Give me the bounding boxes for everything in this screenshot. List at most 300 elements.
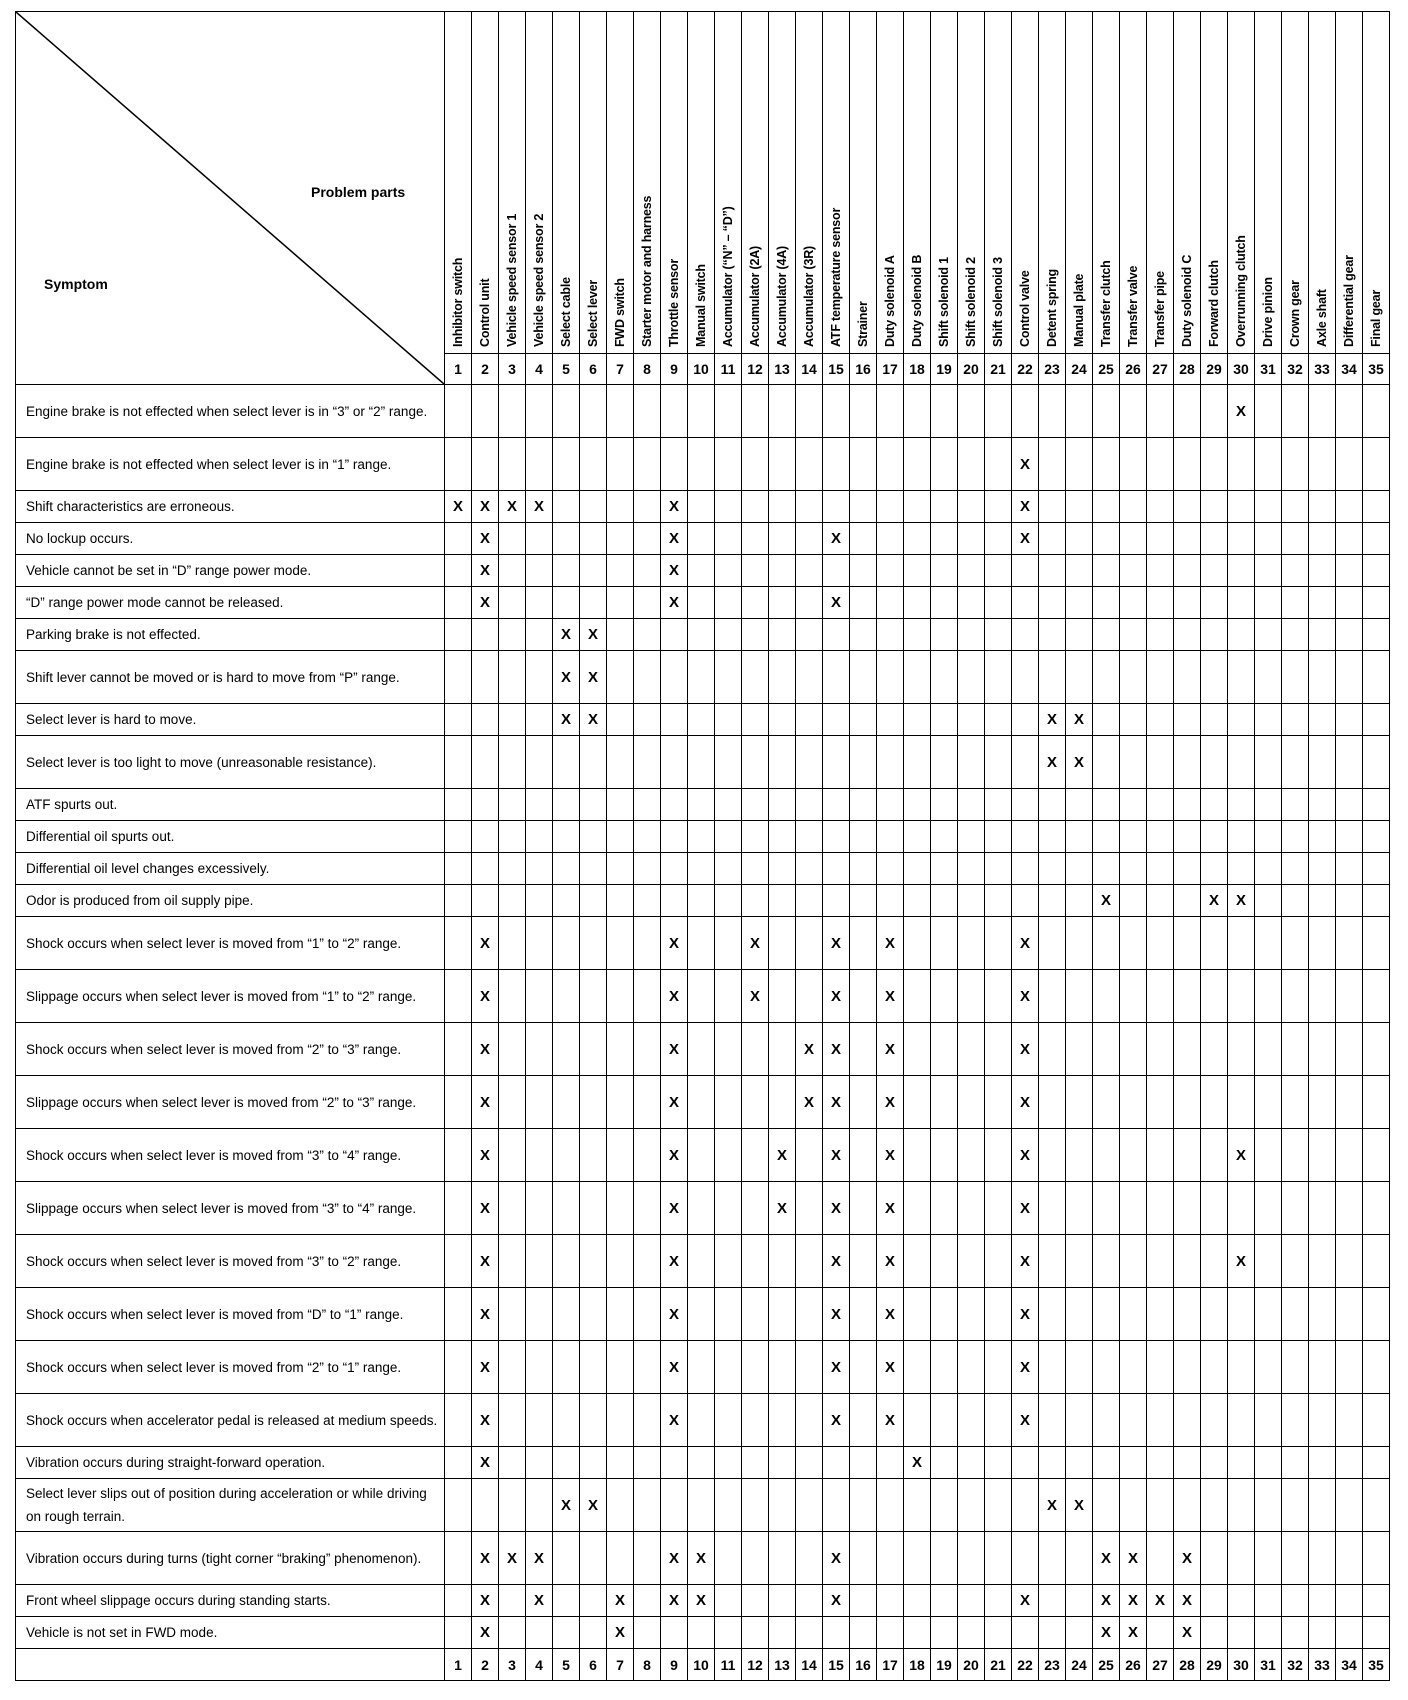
empty-cell (715, 1532, 742, 1585)
empty-cell (1201, 1585, 1228, 1617)
empty-cell (445, 885, 472, 917)
empty-cell (580, 853, 607, 885)
empty-cell (1363, 970, 1390, 1023)
check-mark-cell: X (1012, 1182, 1039, 1235)
empty-cell (607, 491, 634, 523)
empty-cell (1066, 821, 1093, 853)
empty-cell (1147, 555, 1174, 587)
empty-cell (769, 1617, 796, 1649)
empty-cell (742, 1076, 769, 1129)
empty-cell (1147, 1023, 1174, 1076)
empty-cell (661, 1617, 688, 1649)
part-name-header (1147, 12, 1174, 354)
empty-cell (661, 821, 688, 853)
empty-cell (1336, 587, 1363, 619)
symptom-row (16, 1288, 1390, 1341)
empty-cell (499, 1341, 526, 1394)
empty-cell (445, 385, 472, 438)
empty-cell (850, 1532, 877, 1585)
part-name-header (445, 12, 472, 354)
empty-cell (1255, 821, 1282, 853)
check-mark-cell: X (742, 970, 769, 1023)
empty-cell (1093, 523, 1120, 555)
empty-cell (850, 704, 877, 736)
empty-cell (1066, 523, 1093, 555)
empty-cell (958, 1182, 985, 1235)
empty-cell (1120, 523, 1147, 555)
empty-cell (796, 853, 823, 885)
empty-cell (1336, 491, 1363, 523)
check-mark-cell: X (1012, 1585, 1039, 1617)
empty-cell (688, 619, 715, 651)
empty-cell (1039, 587, 1066, 619)
symptom-row (16, 523, 1390, 555)
empty-cell (553, 491, 580, 523)
empty-cell (607, 1023, 634, 1076)
empty-cell (1201, 1129, 1228, 1182)
check-mark-cell: X (553, 619, 580, 651)
part-number-header: 35 (1363, 353, 1390, 384)
empty-cell (1174, 555, 1201, 587)
empty-cell (445, 736, 472, 789)
empty-cell (526, 704, 553, 736)
empty-cell (1120, 438, 1147, 491)
empty-cell (823, 789, 850, 821)
empty-cell (634, 1479, 661, 1532)
empty-cell (1255, 1585, 1282, 1617)
symptom-text: Parking brake is not effected. (16, 619, 445, 651)
empty-cell (1255, 1023, 1282, 1076)
empty-cell (607, 1288, 634, 1341)
empty-cell (796, 1235, 823, 1288)
symptom-label: Symptom (44, 276, 108, 292)
symptom-text: Slippage occurs when select lever is moved from “2” to “3” range. (16, 1076, 445, 1129)
empty-cell (1228, 704, 1255, 736)
empty-cell (1174, 970, 1201, 1023)
empty-cell (1093, 1235, 1120, 1288)
empty-cell (985, 1129, 1012, 1182)
empty-cell (499, 1617, 526, 1649)
empty-cell (877, 821, 904, 853)
empty-cell (1282, 821, 1309, 853)
empty-cell (634, 491, 661, 523)
empty-cell (1255, 587, 1282, 619)
symptom-text: Select lever is hard to move. (16, 704, 445, 736)
empty-cell (985, 587, 1012, 619)
empty-cell (931, 1585, 958, 1617)
empty-cell (1228, 1394, 1255, 1447)
symptom-text: Vibration occurs during straight-forward operation. (16, 1447, 445, 1479)
empty-cell (688, 555, 715, 587)
empty-cell (904, 704, 931, 736)
check-mark-cell: X (823, 587, 850, 619)
empty-cell (1012, 821, 1039, 853)
check-mark-cell: X (1228, 1235, 1255, 1288)
check-mark-cell: X (1039, 736, 1066, 789)
empty-cell (1282, 438, 1309, 491)
empty-cell (742, 821, 769, 853)
empty-cell (850, 1288, 877, 1341)
empty-cell (607, 1394, 634, 1447)
empty-cell (1012, 555, 1039, 587)
empty-cell (607, 736, 634, 789)
empty-cell (1120, 853, 1147, 885)
empty-cell (985, 821, 1012, 853)
empty-cell (1255, 1479, 1282, 1532)
check-mark-cell: X (877, 1394, 904, 1447)
empty-cell (634, 1235, 661, 1288)
empty-cell (607, 917, 634, 970)
empty-cell (1363, 1129, 1390, 1182)
empty-cell (1174, 1235, 1201, 1288)
empty-cell (850, 736, 877, 789)
empty-cell (850, 555, 877, 587)
empty-cell (958, 853, 985, 885)
empty-cell (1228, 917, 1255, 970)
empty-cell (580, 970, 607, 1023)
empty-cell (904, 1023, 931, 1076)
part-name-label: Shift solenoid 3 (991, 256, 1005, 347)
check-mark-cell: X (580, 619, 607, 651)
part-number-header: 29 (1201, 353, 1228, 384)
check-mark-cell: X (1174, 1585, 1201, 1617)
empty-cell (877, 789, 904, 821)
empty-cell (850, 385, 877, 438)
check-mark-cell: X (661, 1341, 688, 1394)
empty-cell (904, 1617, 931, 1649)
empty-cell (769, 1076, 796, 1129)
symptom-text: Engine brake is not effected when select lever is in “1” range. (16, 438, 445, 491)
empty-cell (1147, 619, 1174, 651)
empty-cell (1255, 1076, 1282, 1129)
check-mark-cell: X (1012, 1394, 1039, 1447)
empty-cell (742, 555, 769, 587)
empty-cell (580, 885, 607, 917)
empty-cell (553, 885, 580, 917)
footer-part-number: 3 (499, 1649, 526, 1681)
empty-cell (1309, 1447, 1336, 1479)
empty-cell (1228, 736, 1255, 789)
empty-cell (958, 1532, 985, 1585)
empty-cell (1120, 587, 1147, 619)
empty-cell (1147, 1288, 1174, 1341)
empty-cell (634, 821, 661, 853)
empty-cell (904, 789, 931, 821)
check-mark-cell: X (472, 1394, 499, 1447)
check-mark-cell: X (904, 1447, 931, 1479)
empty-cell (715, 1182, 742, 1235)
empty-cell (904, 1129, 931, 1182)
empty-cell (985, 491, 1012, 523)
empty-cell (445, 587, 472, 619)
part-number-header: 16 (850, 353, 877, 384)
check-mark-cell: X (1066, 704, 1093, 736)
empty-cell (1174, 1447, 1201, 1479)
empty-cell (1309, 1129, 1336, 1182)
part-name-label: Crown gear (1288, 279, 1302, 347)
empty-cell (985, 1341, 1012, 1394)
empty-cell (661, 1479, 688, 1532)
check-mark-cell: X (769, 1129, 796, 1182)
empty-cell (742, 885, 769, 917)
empty-cell (1147, 651, 1174, 704)
symptom-row (16, 917, 1390, 970)
part-name-label: Drive pinion (1261, 276, 1275, 347)
empty-cell (796, 619, 823, 651)
empty-cell (1174, 1023, 1201, 1076)
symptom-text: Odor is produced from oil supply pipe. (16, 885, 445, 917)
empty-cell (931, 853, 958, 885)
empty-cell (499, 1288, 526, 1341)
empty-cell (769, 619, 796, 651)
empty-cell (499, 1447, 526, 1479)
empty-cell (931, 438, 958, 491)
empty-cell (1309, 491, 1336, 523)
check-mark-cell: X (823, 1394, 850, 1447)
empty-cell (877, 736, 904, 789)
part-name-label: Shift solenoid 2 (964, 256, 978, 347)
empty-cell (796, 704, 823, 736)
empty-cell (1093, 438, 1120, 491)
empty-cell (850, 853, 877, 885)
empty-cell (850, 885, 877, 917)
check-mark-cell: X (742, 917, 769, 970)
empty-cell (1282, 1617, 1309, 1649)
empty-cell (742, 619, 769, 651)
empty-cell (931, 970, 958, 1023)
empty-cell (526, 1447, 553, 1479)
empty-cell (850, 1479, 877, 1532)
empty-cell (1147, 970, 1174, 1023)
footer-part-number: 11 (715, 1649, 742, 1681)
empty-cell (742, 1182, 769, 1235)
empty-cell (1066, 1182, 1093, 1235)
check-mark-cell: X (661, 917, 688, 970)
empty-cell (985, 1023, 1012, 1076)
part-name-label: Manual switch (694, 263, 708, 347)
empty-cell (931, 491, 958, 523)
part-name-header (472, 12, 499, 354)
empty-cell (1201, 1532, 1228, 1585)
footer-part-number: 27 (1147, 1649, 1174, 1681)
empty-cell (877, 1585, 904, 1617)
part-name-label: Accumulator (“N” – “D”) (721, 206, 735, 347)
empty-cell (1012, 1532, 1039, 1585)
check-mark-cell: X (472, 1182, 499, 1235)
empty-cell (769, 1341, 796, 1394)
empty-cell (1174, 917, 1201, 970)
empty-cell (1228, 438, 1255, 491)
check-mark-cell: X (661, 555, 688, 587)
empty-cell (1363, 385, 1390, 438)
empty-cell (1066, 970, 1093, 1023)
empty-cell (607, 1447, 634, 1479)
empty-cell (499, 555, 526, 587)
empty-cell (499, 619, 526, 651)
empty-cell (688, 1235, 715, 1288)
empty-cell (1363, 438, 1390, 491)
part-name-header (688, 12, 715, 354)
empty-cell (445, 1129, 472, 1182)
check-mark-cell: X (823, 917, 850, 970)
empty-cell (607, 1479, 634, 1532)
empty-cell (634, 385, 661, 438)
empty-cell (742, 1023, 769, 1076)
empty-cell (1174, 1076, 1201, 1129)
empty-cell (580, 1447, 607, 1479)
check-mark-cell: X (1228, 385, 1255, 438)
check-mark-cell: X (1174, 1532, 1201, 1585)
empty-cell (1120, 1394, 1147, 1447)
empty-cell (715, 1617, 742, 1649)
empty-cell (1336, 789, 1363, 821)
empty-cell (1228, 853, 1255, 885)
empty-cell (904, 1585, 931, 1617)
empty-cell (661, 789, 688, 821)
empty-cell (445, 555, 472, 587)
empty-cell (499, 651, 526, 704)
empty-cell (850, 1341, 877, 1394)
empty-cell (1309, 917, 1336, 970)
empty-cell (445, 1023, 472, 1076)
check-mark-cell: X (823, 1585, 850, 1617)
part-number-header: 25 (1093, 353, 1120, 384)
empty-cell (607, 651, 634, 704)
empty-cell (823, 1447, 850, 1479)
empty-cell (1228, 1585, 1255, 1617)
check-mark-cell: X (823, 970, 850, 1023)
symptom-row (16, 885, 1390, 917)
empty-cell (553, 1341, 580, 1394)
empty-cell (1228, 1617, 1255, 1649)
empty-cell (1336, 736, 1363, 789)
empty-cell (1309, 704, 1336, 736)
empty-cell (1363, 736, 1390, 789)
part-name-label: Detent spring (1045, 268, 1059, 347)
empty-cell (1201, 704, 1228, 736)
empty-cell (1174, 523, 1201, 555)
check-mark-cell: X (472, 1341, 499, 1394)
empty-cell (1012, 704, 1039, 736)
empty-cell (1282, 853, 1309, 885)
check-mark-cell: X (1066, 736, 1093, 789)
check-mark-cell: X (472, 1076, 499, 1129)
empty-cell (1282, 789, 1309, 821)
empty-cell (1120, 1288, 1147, 1341)
empty-cell (958, 1129, 985, 1182)
empty-cell (445, 1182, 472, 1235)
footer-part-number: 13 (769, 1649, 796, 1681)
empty-cell (1066, 1129, 1093, 1182)
part-name-label: Overrunning clutch (1234, 234, 1248, 347)
empty-cell (1201, 1447, 1228, 1479)
check-mark-cell: X (580, 1479, 607, 1532)
empty-cell (607, 619, 634, 651)
footer-part-number: 24 (1066, 1649, 1093, 1681)
part-number-header: 18 (904, 353, 931, 384)
empty-cell (634, 885, 661, 917)
empty-cell (1039, 491, 1066, 523)
empty-cell (958, 555, 985, 587)
empty-cell (1363, 587, 1390, 619)
empty-cell (715, 438, 742, 491)
check-mark-cell: X (661, 970, 688, 1023)
empty-cell (823, 491, 850, 523)
empty-cell (553, 1129, 580, 1182)
symptom-text: Engine brake is not effected when select lever is in “3” or “2” range. (16, 385, 445, 438)
check-mark-cell: X (472, 970, 499, 1023)
empty-cell (1012, 619, 1039, 651)
empty-cell (1336, 1479, 1363, 1532)
empty-cell (1174, 704, 1201, 736)
empty-cell (823, 1479, 850, 1532)
empty-cell (607, 704, 634, 736)
empty-cell (580, 1585, 607, 1617)
empty-cell (931, 885, 958, 917)
empty-cell (904, 885, 931, 917)
check-mark-cell: X (823, 1182, 850, 1235)
empty-cell (1147, 853, 1174, 885)
empty-cell (796, 1617, 823, 1649)
empty-cell (1201, 1235, 1228, 1288)
part-name-header (796, 12, 823, 354)
check-mark-cell: X (553, 651, 580, 704)
symptom-text: Vehicle is not set in FWD mode. (16, 1617, 445, 1649)
symptom-text: Vibration occurs during turns (tight corner “braking” phenomenon). (16, 1532, 445, 1585)
symptom-text: Slippage occurs when select lever is moved from “3” to “4” range. (16, 1182, 445, 1235)
empty-cell (958, 1023, 985, 1076)
empty-cell (445, 821, 472, 853)
empty-cell (1336, 1235, 1363, 1288)
check-mark-cell: X (472, 1532, 499, 1585)
empty-cell (688, 885, 715, 917)
empty-cell (1039, 523, 1066, 555)
part-name-header (1282, 12, 1309, 354)
empty-cell (580, 1532, 607, 1585)
empty-cell (607, 438, 634, 491)
check-mark-cell: X (823, 1076, 850, 1129)
empty-cell (1147, 1447, 1174, 1479)
empty-cell (607, 885, 634, 917)
check-mark-cell: X (823, 1235, 850, 1288)
empty-cell (796, 491, 823, 523)
part-number-header: 1 (445, 353, 472, 384)
empty-cell (958, 917, 985, 970)
empty-cell (472, 385, 499, 438)
empty-cell (1282, 1129, 1309, 1182)
empty-cell (823, 555, 850, 587)
footer-part-number: 5 (553, 1649, 580, 1681)
empty-cell (985, 385, 1012, 438)
empty-cell (715, 491, 742, 523)
check-mark-cell: X (877, 1341, 904, 1394)
empty-cell (742, 736, 769, 789)
empty-cell (1309, 1341, 1336, 1394)
empty-cell (1066, 1447, 1093, 1479)
empty-cell (742, 1129, 769, 1182)
footer-blank-cell (16, 1649, 445, 1681)
check-mark-cell: X (1012, 1076, 1039, 1129)
empty-cell (715, 1235, 742, 1288)
empty-cell (1309, 523, 1336, 555)
part-number-header: 13 (769, 353, 796, 384)
empty-cell (1174, 1182, 1201, 1235)
empty-cell (661, 704, 688, 736)
empty-cell (1174, 1288, 1201, 1341)
check-mark-cell: X (1012, 1341, 1039, 1394)
footer-part-number: 10 (688, 1649, 715, 1681)
empty-cell (823, 385, 850, 438)
